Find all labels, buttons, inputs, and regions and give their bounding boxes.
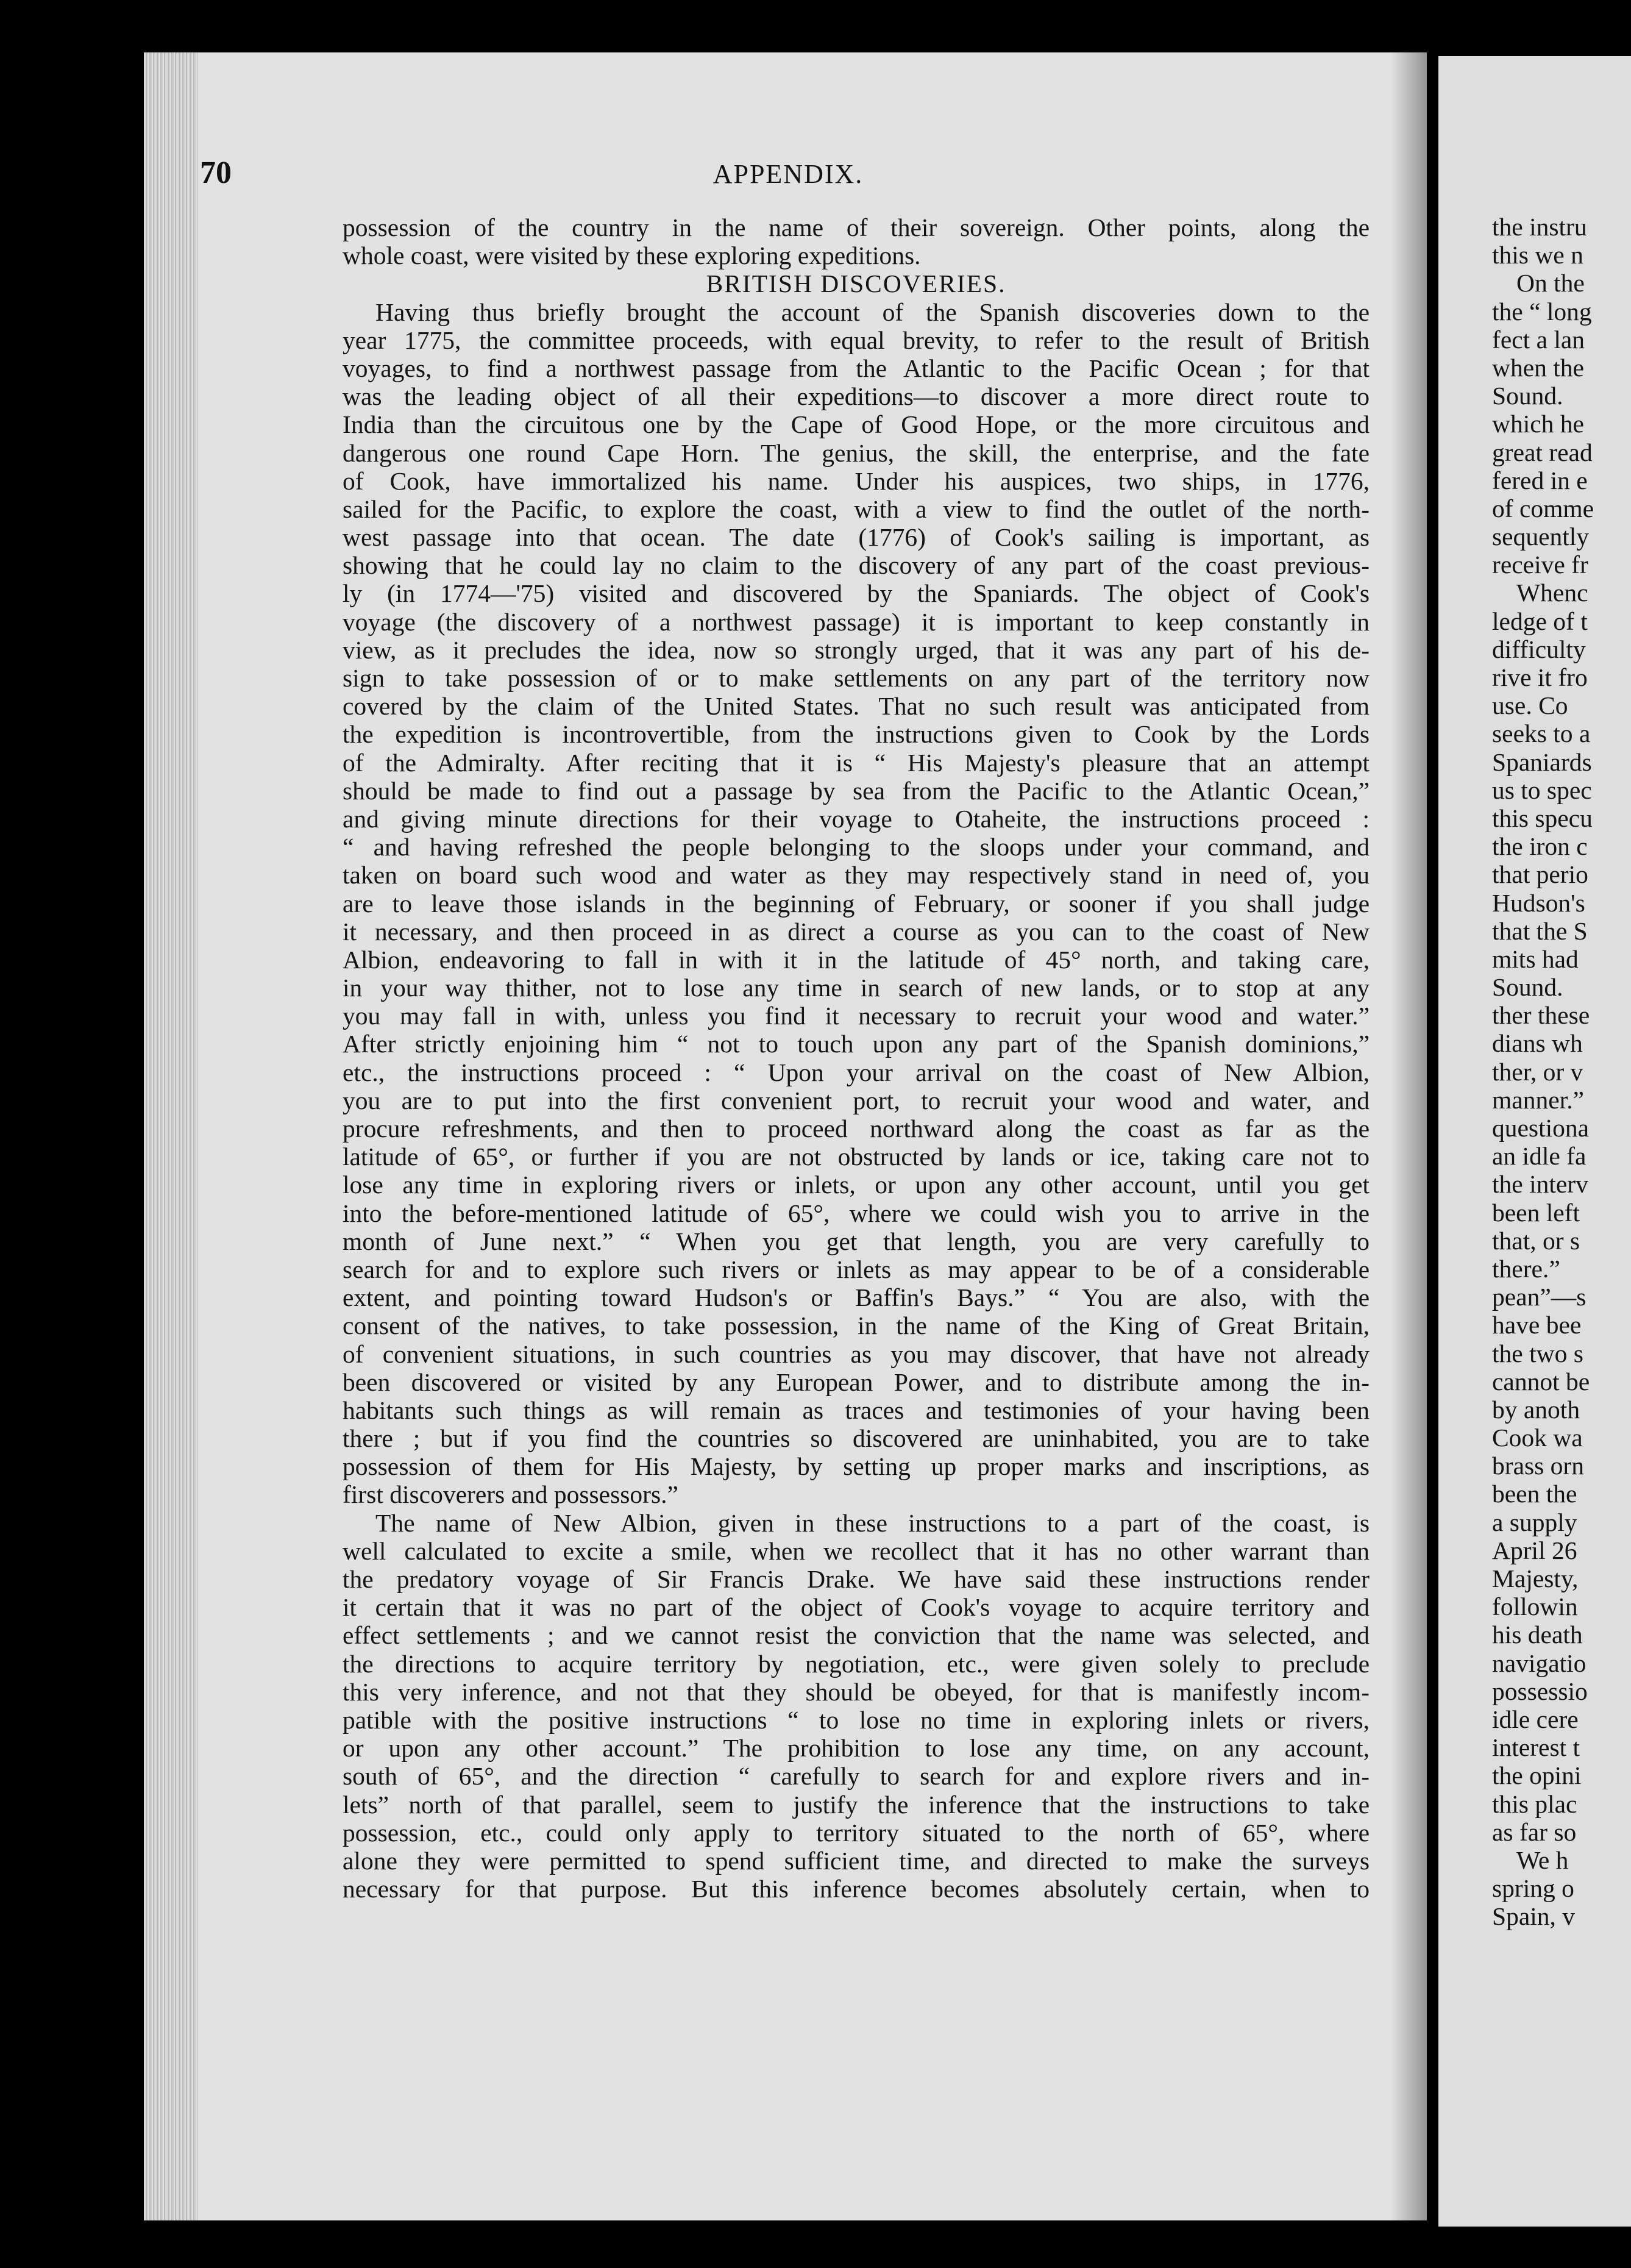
- text-line: whole coast, were visited by these exploring expeditions.: [343, 241, 921, 270]
- text-line: consent of the natives, to take possession, in the name of the King of Great Britain,: [343, 1311, 1370, 1340]
- right-page-line: Cook wa: [1492, 1424, 1583, 1452]
- right-page-line: the interv: [1492, 1170, 1588, 1199]
- right-page-line: Majesty,: [1492, 1564, 1579, 1592]
- right-page-text: [1492, 213, 1631, 1930]
- text-line: or upon any other account.” The prohibition to lose any time, on any account,: [343, 1734, 1370, 1763]
- text-line: dangerous one round Cape Horn. The genius, the skill, the enterprise, and the fate: [343, 438, 1370, 467]
- right-page-line: Whenc: [1516, 579, 1588, 607]
- right-page-line: his death: [1492, 1621, 1583, 1649]
- text-line: procure refreshments, and then to proceed northward along the coast as far as the: [343, 1114, 1370, 1143]
- right-page-line: seeks to a: [1492, 719, 1591, 748]
- right-page-line: ther these: [1492, 1001, 1590, 1030]
- right-page-line: an idle fa: [1492, 1142, 1587, 1171]
- text-line: possession, etc., could only apply to territory situated to the north of 65°, where: [343, 1818, 1370, 1847]
- right-page-line: this we n: [1492, 241, 1583, 269]
- right-page-line: interest t: [1492, 1733, 1580, 1762]
- text-line: of convenient situations, in such countries as you may discover, that have not already: [343, 1339, 1370, 1368]
- text-line: it certain that it was no part of the object of Cook's voyage to acquire territory and: [343, 1593, 1370, 1622]
- right-page-line: Sound.: [1492, 973, 1563, 1002]
- right-page-line: difficulty: [1492, 635, 1586, 663]
- right-page-line: possessio: [1492, 1677, 1588, 1705]
- text-line: the directions to acquire territory by negotiation, etc., were given solely to preclude: [343, 1649, 1370, 1678]
- page-edges: [144, 52, 197, 2220]
- right-page-line: Hudson's: [1492, 888, 1585, 917]
- text-line: Having thus briefly brought the account of the Spanish discoveries down to the: [375, 298, 1370, 326]
- right-page-line: of comme: [1492, 494, 1594, 522]
- right-page-line: brass orn: [1492, 1452, 1584, 1480]
- right-page-line: the opini: [1492, 1761, 1582, 1790]
- text-line: lets” north of that parallel, seem to justify the inference that the instructions to take: [343, 1790, 1370, 1819]
- right-page-line: been left: [1492, 1198, 1580, 1227]
- right-page-line: questiona: [1492, 1114, 1590, 1142]
- right-page-line: idle cere: [1492, 1705, 1579, 1733]
- text-line: showing that he could lay no claim to the discovery of any part of the coast previous-: [343, 551, 1370, 580]
- right-page-line: have bee: [1492, 1311, 1582, 1339]
- right-page-line: ledge of t: [1492, 607, 1588, 635]
- right-page-line: when the: [1492, 353, 1584, 382]
- right-page-line: navigatio: [1492, 1649, 1587, 1677]
- right-page-line: rive it fro: [1492, 663, 1588, 691]
- right-page-line: We h: [1516, 1845, 1569, 1874]
- right-page-line: that, or s: [1492, 1226, 1580, 1255]
- right-page-line: the instru: [1492, 213, 1587, 241]
- text-line: effect settlements ; and we cannot resist the conviction that the name was selected, and: [343, 1621, 1370, 1650]
- text-line: patible with the positive instructions “ to lose no time in exploring inlets or rivers,: [343, 1705, 1370, 1734]
- right-page-line: receive fr: [1492, 551, 1588, 579]
- text-line: extent, and pointing toward Hudson's or Baffin's Bays.” “ You are also, with the: [343, 1283, 1370, 1312]
- text-line: and giving minute directions for their voyage to Otaheite, the instructions proceed :: [343, 804, 1370, 833]
- gutter-shadow: [1390, 52, 1427, 2220]
- right-page-line: On the: [1516, 269, 1585, 298]
- right-page-line: the “ long: [1492, 297, 1592, 326]
- text-line: necessary for that purpose. But this inference becomes absolutely certain, when to: [343, 1875, 1370, 1903]
- text-line: etc., the instructions proceed : “ Upon your arrival on the coast of New Albion,: [343, 1058, 1370, 1086]
- text-line: it necessary, and then proceed in as direct a course as you can to the coast of New: [343, 917, 1370, 946]
- text-line: possession of them for His Majesty, by setting up proper marks and inscriptions, as: [343, 1452, 1370, 1481]
- right-page-line: by anoth: [1492, 1395, 1580, 1424]
- right-page-line: sequently: [1492, 522, 1590, 551]
- text-line: in your way thither, not to lose any time in search of new lands, or to stop at any: [343, 974, 1370, 1002]
- right-page-line: pean”—s: [1492, 1283, 1587, 1311]
- text-line: there ; but if you find the countries so discovered are uninhabited, you are to take: [343, 1424, 1370, 1453]
- text-line: month of June next.” “ When you get that length, you are very carefully to: [343, 1227, 1370, 1255]
- text-line: voyage (the discovery of a northwest passage) it is important to keep constantly in: [343, 607, 1370, 636]
- right-page-line: been the: [1492, 1480, 1577, 1508]
- right-page-line: spring o: [1492, 1874, 1574, 1903]
- text-line: India than the circuitous one by the Cape of Good Hope, or the more circuitous and: [343, 410, 1370, 439]
- text-line: well calculated to excite a smile, when we recollect that it has no other warrant than: [343, 1536, 1370, 1565]
- text-line: possession of the country in the name of their sovereign. Other points, along the: [343, 213, 1370, 241]
- right-page-line: that the S: [1492, 916, 1588, 945]
- text-line: voyages, to find a northwest passage from the Atlantic to the Pacific Ocean ; for that: [343, 354, 1370, 382]
- text-line: first discoverers and possessors.”: [343, 1480, 678, 1509]
- text-line: you are to put into the first convenient port, to recruit your wood and water, and: [343, 1086, 1370, 1114]
- running-head: APPENDIX.: [712, 159, 864, 189]
- text-line: alone they were permitted to spend sufficient time, and directed to make the surveys: [343, 1846, 1370, 1875]
- right-page-line: mits had: [1492, 944, 1579, 973]
- text-line: taken on board such wood and water as they may respectively stand in need of, you: [343, 861, 1370, 890]
- text-line: was the leading object of all their expeditions—to discover a more direct route to: [343, 382, 1370, 411]
- text-line: lose any time in exploring rivers or inlets, or upon any other account, until you get: [343, 1171, 1370, 1199]
- right-page-line: Sound.: [1492, 382, 1563, 410]
- text-line: you may fall in with, unless you find it necessary to recruit your wood and water.”: [343, 1002, 1370, 1030]
- right-page-line: April 26: [1492, 1536, 1577, 1564]
- right-page-line: the iron c: [1492, 832, 1588, 861]
- text-line: been discovered or visited by any European Power, and to distribute among the in-: [343, 1368, 1370, 1396]
- text-line: into the before-mentioned latitude of 65°, where we could wish you to arrive in the: [343, 1199, 1370, 1227]
- right-page-line: Spain, v: [1492, 1902, 1576, 1931]
- right-page-line: fered in e: [1492, 466, 1588, 494]
- text-line: sailed for the Pacific, to explore the coast, with a view to find the outlet of the north-: [343, 494, 1370, 523]
- text-line: covered by the claim of the United States. That no such result was anticipated from: [343, 692, 1370, 721]
- text-line: year 1775, the committee proceeds, with equal brevity, to refer to the result of British: [343, 326, 1370, 354]
- section-heading: BRITISH DISCOVERIES.: [706, 269, 1006, 298]
- text-line: the predatory voyage of Sir Francis Drake. We have said these instructions render: [343, 1565, 1370, 1593]
- text-line: sign to take possession of or to make settlements on any part of the territory now: [343, 664, 1370, 692]
- text-line: ly (in 1774—'75) visited and discovered by the Spaniards. The object of Cook's: [343, 579, 1370, 608]
- text-line: habitants such things as will remain as traces and testimonies of your having been: [343, 1396, 1370, 1424]
- text-line: south of 65°, and the direction “ carefully to search for and explore rivers and in-: [343, 1762, 1370, 1791]
- text-line: are to leave those islands in the beginning of February, or sooner if you shall judge: [343, 889, 1370, 918]
- right-page-line: manner.”: [1492, 1085, 1584, 1114]
- right-page-line: fect a lan: [1492, 325, 1585, 354]
- right-page-line: as far so: [1492, 1817, 1577, 1846]
- text-line: After strictly enjoining him “ not to touch upon any part of the Spanish dominions,”: [343, 1030, 1370, 1058]
- text-line: the expedition is incontrovertible, from the instructions given to Cook by the Lords: [343, 720, 1370, 749]
- right-page-line: this plac: [1492, 1789, 1577, 1818]
- page-header: [200, 155, 1376, 191]
- body-text: [343, 213, 1370, 1902]
- right-page-line: Spaniards: [1492, 747, 1592, 776]
- right-page-line: ther, or v: [1492, 1057, 1583, 1086]
- text-line: The name of New Albion, given in these instructions to a part of the coast, is: [375, 1508, 1370, 1537]
- right-page-line: cannot be: [1492, 1367, 1590, 1396]
- right-page-line: this specu: [1492, 804, 1593, 832]
- text-line: of the Admiralty. After reciting that it is “ His Majesty's pleasure that an attempt: [343, 748, 1370, 777]
- right-page-line: there.”: [1492, 1254, 1560, 1283]
- text-line: view, as it precludes the idea, now so strongly urged, that it was any part of his de-: [343, 635, 1370, 664]
- page-number: 70: [200, 155, 232, 190]
- right-page: [1438, 56, 1631, 2227]
- text-line: of Cook, have immortalized his name. Under his auspices, two ships, in 1776,: [343, 466, 1370, 495]
- right-page-line: the two s: [1492, 1339, 1583, 1368]
- text-line: this very inference, and not that they should be obeyed, for that is manifestly incom-: [343, 1677, 1370, 1706]
- text-line: latitude of 65°, or further if you are not obstructed by lands or ice, taking care not to: [343, 1143, 1370, 1171]
- text-line: Albion, endeavoring to fall in with it in the latitude of 45° north, and taking care,: [343, 945, 1370, 974]
- right-page-line: followin: [1492, 1592, 1578, 1621]
- right-page-line: use. Co: [1492, 691, 1568, 720]
- text-line: search for and to explore such rivers or inlets as may appear to be of a considerable: [343, 1255, 1370, 1283]
- text-line: “ and having refreshed the people belonging to the sloops under your command, and: [343, 833, 1370, 861]
- right-page-line: dians wh: [1492, 1029, 1583, 1058]
- right-page-line: that perio: [1492, 860, 1588, 889]
- text-line: should be made to find out a passage by sea from the Pacific to the Atlantic Ocean,”: [343, 776, 1370, 805]
- right-page-line: which he: [1492, 410, 1584, 438]
- right-page-line: great read: [1492, 438, 1593, 466]
- text-line: west passage into that ocean. The date (1776) of Cook's sailing is important, as: [343, 523, 1370, 552]
- right-page-line: us to spec: [1492, 776, 1592, 804]
- right-page-line: a supply: [1492, 1508, 1577, 1536]
